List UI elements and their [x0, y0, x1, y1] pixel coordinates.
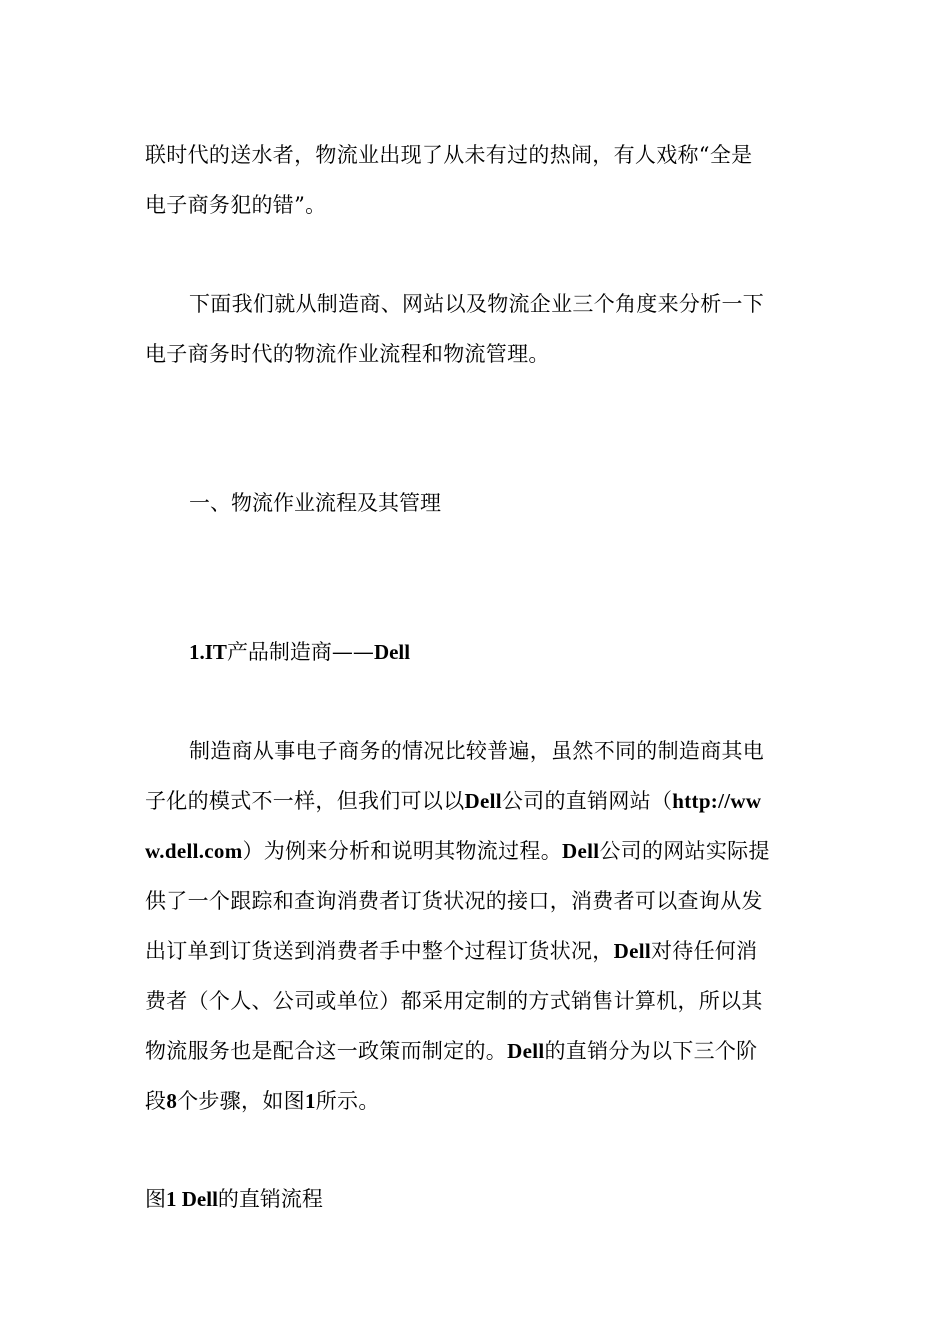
brand-text: Dell	[464, 789, 502, 813]
number-text: 8	[166, 1089, 178, 1113]
number-text: 1	[304, 1089, 316, 1113]
text-line: 制造商从事电子商务的情况比较普遍，虽然不同的制造商其电	[189, 739, 765, 763]
subheading-middle: 产品制造商——	[226, 640, 374, 664]
text-line: 供了一个跟踪和查询消费者订货状况的接口，消费者可以查询从发	[145, 889, 763, 913]
text-line	[145, 826, 807, 876]
text-run: 出订单到订货送到消费者手中整个过程订货状况，	[145, 939, 614, 963]
text-line: 联时代的送水者，物流业出现了从未有过的热闹，有人戏称“全是	[145, 143, 753, 167]
brand-text: Dell	[562, 839, 600, 863]
paragraph-intro-continuation	[145, 130, 807, 230]
text-line	[145, 1076, 807, 1126]
subsection-heading	[189, 627, 410, 677]
text-run: 公司的直销网站（	[501, 789, 673, 813]
text-line: 下面我们就从制造商、网站以及物流企业三个角度来分析一下	[189, 292, 765, 316]
caption-run: 图	[145, 1187, 166, 1211]
text-line: 电子商务时代的物流作业流程和物流管理。	[145, 342, 550, 366]
text-run: 段	[145, 1089, 167, 1113]
text-run: 物流服务也是配合这一政策而制定的。	[145, 1039, 508, 1063]
subheading-suffix: Dell	[373, 640, 411, 664]
paragraph-dell	[145, 726, 807, 1126]
text-line	[145, 926, 807, 976]
url-text: http://ww	[672, 789, 762, 813]
text-run: 的直销分为以下三个阶	[544, 1039, 758, 1063]
text-line: 费者（个人、公司或单位）都采用定制的方式销售计算机，所以其	[145, 989, 763, 1013]
text-line: 电子商务犯的错”。	[145, 193, 327, 217]
paragraph-overview	[145, 279, 807, 379]
subheading-prefix: 1.IT	[189, 640, 227, 664]
text-line	[145, 776, 807, 826]
figure-caption	[145, 1174, 323, 1224]
text-run: ）为例来分析和说明其物流过程。	[242, 839, 562, 863]
text-run: 对待任何消	[650, 939, 758, 963]
text-run: 公司的网站实际提	[599, 839, 770, 863]
caption-run: 的直销流程	[217, 1187, 323, 1211]
url-text: w.dell.com	[145, 839, 243, 863]
text-run: 子化的模式不一样，但我们可以以	[145, 789, 465, 813]
text-line	[145, 1026, 807, 1076]
text-run: 个步骤，如图	[177, 1089, 305, 1113]
brand-text: Dell	[507, 1039, 545, 1063]
caption-run: 1 Dell	[166, 1187, 218, 1211]
text-run: 所示。	[315, 1089, 380, 1113]
brand-text: Dell	[613, 939, 651, 963]
section-heading: 一、物流作业流程及其管理	[189, 491, 441, 515]
